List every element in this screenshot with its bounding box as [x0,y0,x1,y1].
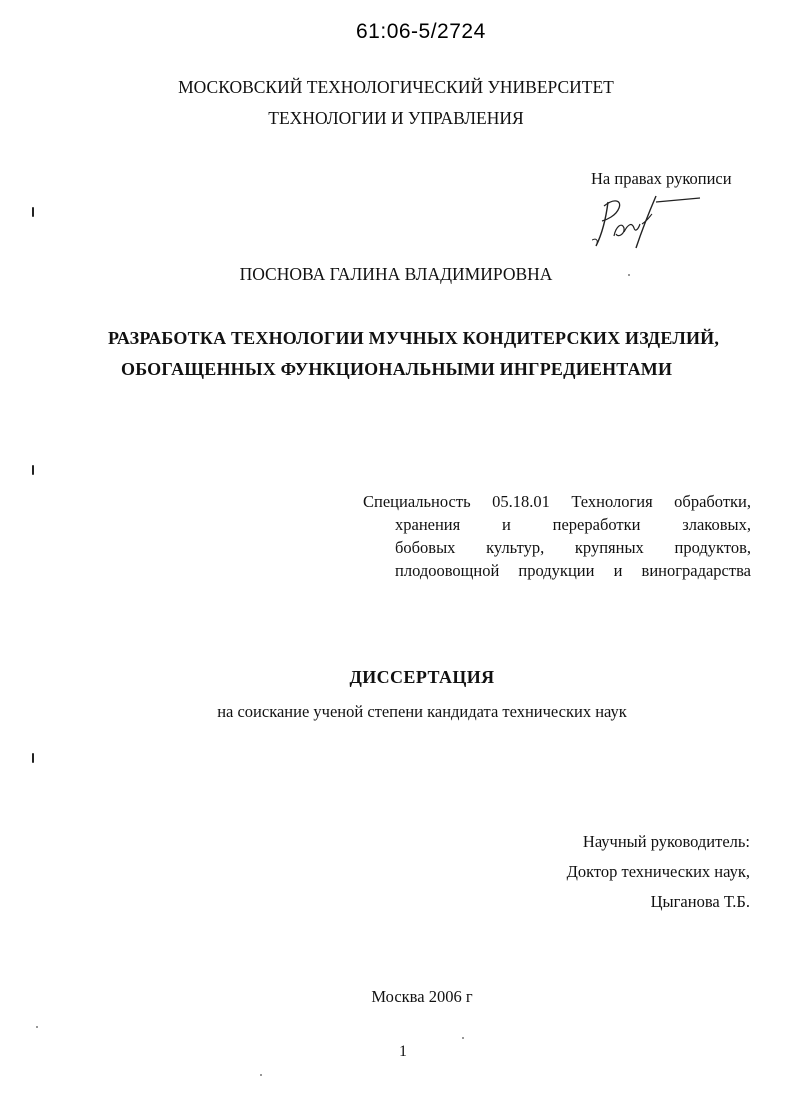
specialty-line-2: хранения и переработки злаковых, [395,515,751,534]
scan-speck [462,1037,464,1039]
university-name-line-1: МОСКОВСКИЙ ТЕХНОЛОГИЧЕСКИЙ УНИВЕРСИТЕТ [178,77,614,97]
scan-binding-mark [32,207,34,217]
scan-speck [260,1074,262,1076]
supervisor-degree: Доктор технических наук, [566,862,750,881]
scan-speck [628,274,630,276]
dissertation-title-line-1: РАЗРАБОТКА ТЕХНОЛОГИИ МУЧНЫХ КОНДИТЕРСКИХ ИЗДЕЛИЙ, [108,328,720,348]
page-number: 1 [399,1043,407,1060]
specialty-block [363,490,751,582]
dissertation-subtitle: на соискание ученой степени кандидата технических наук [217,702,627,721]
signature-icon [592,194,704,250]
university-name-line-2: ТЕХНОЛОГИИ И УПРАВЛЕНИЯ [268,108,524,128]
city-year: Москва 2006 г [371,987,473,1006]
scan-speck [36,1026,38,1028]
specialty-line-4: плодоовощной продукции и виноградарства [395,561,751,580]
author-name: ПОСНОВА ГАЛИНА ВЛАДИМИРОВНА [239,264,553,284]
specialty-line-1: Специальность 05.18.01 Технология обработки, [363,492,751,511]
specialty-line-3: бобовых культур, крупяных продуктов, [395,538,751,557]
supervisor-name: Цыганова Т.Б. [650,892,750,911]
dissertation-title-line-2: ОБОГАЩЕННЫХ ФУНКЦИОНАЛЬНЫМИ ИНГРЕДИЕНТАМИ [121,359,673,379]
rights-notice: На правах рукописи [591,169,732,188]
scan-binding-mark [32,753,34,763]
scan-binding-mark [32,465,34,475]
archive-code: 61:06-5/2724 [356,20,486,43]
supervisor-label: Научный руководитель: [582,832,750,851]
dissertation-heading: ДИССЕРТАЦИЯ [349,667,495,687]
